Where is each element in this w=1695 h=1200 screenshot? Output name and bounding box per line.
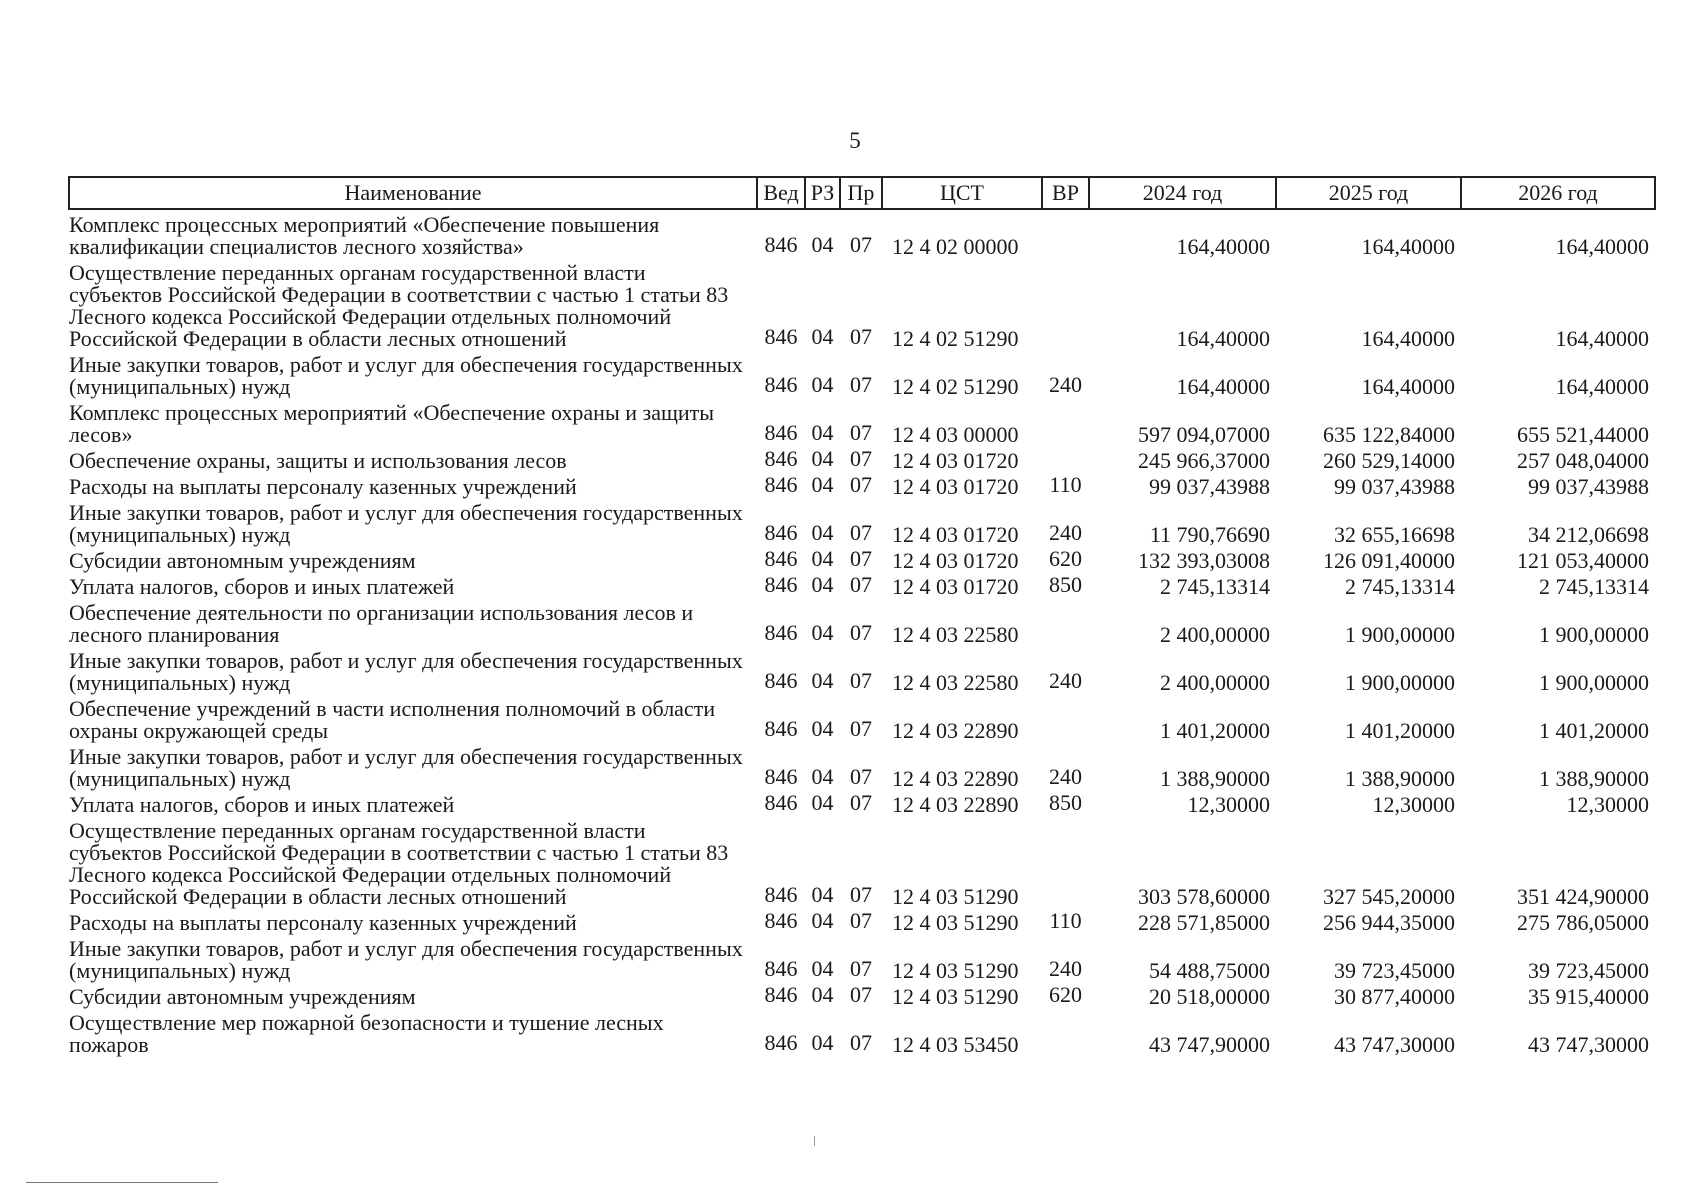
header-2025: 2025 год	[1276, 177, 1461, 209]
row-vr: 850	[1049, 572, 1082, 597]
row-amount-2025: 256 944,35000	[1323, 910, 1455, 935]
row-ved: 846	[764, 372, 798, 397]
row-name: Уплата налогов, сборов и иных платежей	[69, 792, 455, 817]
header-name: Наименование	[69, 177, 757, 209]
row-pr: 07	[850, 908, 872, 933]
row-name: Обеспечение деятельности по организации использования лесов и лесного планирования	[69, 600, 694, 647]
row-cst: 12 4 03 22890	[892, 718, 1019, 743]
row-cst: 12 4 03 01720	[892, 448, 1019, 473]
row-amount-2026: 34 212,06698	[1528, 522, 1649, 547]
row-amount-2024: 11 790,76690	[1149, 522, 1270, 547]
table-row	[69, 572, 1655, 598]
header-rz: РЗ	[805, 177, 840, 209]
row-cst: 12 4 03 00000	[892, 422, 1019, 447]
row-rz: 04	[811, 882, 834, 907]
row-ved: 846	[764, 324, 798, 349]
row-amount-2026: 35 915,40000	[1528, 984, 1649, 1009]
row-amount-2024: 132 393,03008	[1138, 548, 1270, 573]
row-rz: 04	[811, 908, 834, 933]
row-vr: 240	[1049, 520, 1082, 545]
table-row	[69, 546, 1655, 572]
row-amount-2025: 327 545,20000	[1323, 884, 1455, 909]
row-amount-2025: 1 388,90000	[1345, 766, 1455, 791]
row-amount-2026: 99 037,43988	[1528, 474, 1649, 499]
budget-table	[68, 176, 1656, 1056]
row-rz: 04	[811, 668, 834, 693]
row-amount-2026: 12,30000	[1566, 792, 1649, 817]
row-vr: 240	[1049, 372, 1082, 397]
row-cst: 12 4 03 51290	[892, 958, 1019, 983]
row-pr: 07	[850, 372, 872, 397]
table-row	[69, 446, 1655, 472]
row-amount-2026: 655 521,44000	[1517, 422, 1649, 447]
row-ved: 846	[764, 908, 798, 933]
row-cst: 12 4 03 01720	[892, 522, 1019, 547]
row-amount-2025: 164,40000	[1361, 374, 1455, 399]
row-name: Иные закупки товаров, работ и услуг для обеспечения государственных (муниципальных) нужд	[69, 352, 743, 399]
row-cst: 12 4 03 22580	[892, 670, 1019, 695]
row-rz: 04	[811, 764, 834, 789]
row-ved: 846	[764, 882, 798, 907]
table-header-row	[69, 177, 1655, 209]
row-ved: 846	[764, 446, 798, 471]
row-amount-2026: 121 053,40000	[1517, 548, 1649, 573]
row-amount-2026: 257 048,04000	[1517, 448, 1649, 473]
row-cst: 12 4 03 01720	[892, 474, 1019, 499]
row-rz: 04	[811, 1030, 834, 1055]
row-vr: 110	[1049, 472, 1082, 497]
row-name: Расходы на выплаты персоналу казенных учреждений	[69, 910, 577, 935]
row-name: Субсидии автономным учреждениям	[69, 548, 416, 573]
row-cst: 12 4 03 51290	[892, 984, 1019, 1009]
row-cst: 12 4 02 51290	[892, 374, 1019, 399]
row-amount-2024: 303 578,60000	[1138, 884, 1270, 909]
table-row	[69, 694, 1655, 742]
row-rz: 04	[811, 956, 834, 981]
row-rz: 04	[811, 620, 834, 645]
row-rz: 04	[811, 446, 834, 471]
row-ved: 846	[764, 472, 798, 497]
table-row	[69, 790, 1655, 816]
row-amount-2026: 164,40000	[1555, 374, 1649, 399]
row-name: Осуществление переданных органам государственной власти субъектов Российской Федерации в соответствии с частью 1 статьи 83 Лесного кодекса Российской Федерации отдельных полномочий Российской Федерации в области лесных отношений	[69, 818, 729, 909]
header-ved: Вед	[757, 177, 805, 209]
footer-rule	[26, 1182, 218, 1183]
row-name: Субсидии автономным учреждениям	[69, 984, 416, 1009]
header-2026: 2026 год	[1461, 177, 1655, 209]
row-amount-2025: 635 122,84000	[1323, 422, 1455, 447]
row-name: Обеспечение учреждений в части исполнения полномочий в области охраны окружающей среды	[69, 696, 716, 743]
header-pr: Пр	[840, 177, 882, 209]
row-pr: 07	[850, 546, 872, 571]
row-amount-2026: 1 388,90000	[1539, 766, 1649, 791]
row-name: Осуществление переданных органам государственной власти субъектов Российской Федерации в соответствии с частью 1 статьи 83 Лесного кодекса Российской Федерации отдельных полномочий Российской Федерации в области лесных отношений	[69, 260, 729, 351]
row-pr: 07	[850, 232, 872, 257]
row-pr: 07	[850, 716, 872, 741]
row-rz: 04	[811, 520, 834, 545]
row-amount-2025: 32 655,16698	[1334, 522, 1455, 547]
row-amount-2024: 597 094,07000	[1138, 422, 1270, 447]
row-amount-2024: 164,40000	[1176, 234, 1270, 259]
row-amount-2025: 1 900,00000	[1345, 670, 1455, 695]
row-ved: 846	[764, 1030, 798, 1055]
row-amount-2025: 2 745,13314	[1345, 574, 1455, 599]
row-amount-2025: 30 877,40000	[1334, 984, 1455, 1009]
row-amount-2025: 164,40000	[1361, 234, 1455, 259]
row-cst: 12 4 03 53450	[892, 1032, 1019, 1057]
row-ved: 846	[764, 982, 798, 1007]
row-pr: 07	[850, 472, 872, 497]
row-vr	[1042, 258, 1089, 350]
row-vr	[1042, 598, 1089, 646]
row-amount-2026: 1 900,00000	[1539, 670, 1649, 695]
row-vr: 240	[1049, 764, 1082, 789]
row-amount-2025: 126 091,40000	[1323, 548, 1455, 573]
row-amount-2024: 54 488,75000	[1149, 958, 1270, 983]
table-body	[69, 209, 1655, 1056]
row-ved: 846	[764, 572, 798, 597]
row-ved: 846	[764, 420, 798, 445]
row-vr: 110	[1049, 908, 1082, 933]
table-row	[69, 1008, 1655, 1056]
row-name: Иные закупки товаров, работ и услуг для обеспечения государственных (муниципальных) нужд	[69, 500, 743, 547]
row-amount-2024: 12,30000	[1187, 792, 1270, 817]
table-row	[69, 498, 1655, 546]
row-pr: 07	[850, 520, 872, 545]
row-amount-2026: 164,40000	[1555, 326, 1649, 351]
row-cst: 12 4 03 01720	[892, 548, 1019, 573]
row-rz: 04	[811, 324, 834, 349]
row-rz: 04	[811, 716, 834, 741]
table-row	[69, 982, 1655, 1008]
row-vr: 620	[1049, 982, 1082, 1007]
row-amount-2026: 43 747,30000	[1528, 1032, 1649, 1057]
row-rz: 04	[811, 232, 834, 257]
table-row	[69, 258, 1655, 350]
row-pr: 07	[850, 1030, 872, 1055]
row-amount-2024: 164,40000	[1176, 374, 1270, 399]
row-pr: 07	[850, 620, 872, 645]
row-amount-2025: 260 529,14000	[1323, 448, 1455, 473]
row-name: Уплата налогов, сборов и иных платежей	[69, 574, 455, 599]
row-amount-2025: 39 723,45000	[1334, 958, 1455, 983]
row-amount-2024: 1 388,90000	[1160, 766, 1270, 791]
row-cst: 12 4 03 22580	[892, 622, 1019, 647]
row-name: Обеспечение охраны, защиты и использования лесов	[69, 448, 567, 473]
row-rz: 04	[811, 790, 834, 815]
row-pr: 07	[850, 446, 872, 471]
row-pr: 07	[850, 882, 872, 907]
table-row	[69, 934, 1655, 982]
header-cst: ЦСТ	[882, 177, 1042, 209]
row-vr	[1042, 446, 1089, 472]
row-amount-2025: 1 401,20000	[1345, 718, 1455, 743]
row-ved: 846	[764, 520, 798, 545]
row-name: Комплекс процессных мероприятий «Обеспечение охраны и защиты лесов»	[69, 400, 715, 447]
row-vr	[1042, 694, 1089, 742]
table-row	[69, 598, 1655, 646]
row-rz: 04	[811, 420, 834, 445]
header-vr: ВР	[1042, 177, 1089, 209]
row-vr	[1042, 1008, 1089, 1056]
row-amount-2024: 2 745,13314	[1160, 574, 1270, 599]
row-rz: 04	[811, 372, 834, 397]
row-pr: 07	[850, 420, 872, 445]
table-row	[69, 816, 1655, 908]
row-vr	[1042, 398, 1089, 446]
row-ved: 846	[764, 956, 798, 981]
row-ved: 846	[764, 790, 798, 815]
row-amount-2024: 228 571,85000	[1138, 910, 1270, 935]
row-pr: 07	[850, 764, 872, 789]
row-vr: 850	[1049, 790, 1082, 815]
row-ved: 846	[764, 232, 798, 257]
row-vr: 240	[1049, 956, 1082, 981]
row-ved: 846	[764, 764, 798, 789]
row-name: Иные закупки товаров, работ и услуг для обеспечения государственных (муниципальных) нужд	[69, 648, 743, 695]
row-amount-2024: 2 400,00000	[1160, 622, 1270, 647]
row-vr	[1042, 816, 1089, 908]
page-number: 5	[849, 128, 861, 153]
table-row	[69, 398, 1655, 446]
row-rz: 04	[811, 472, 834, 497]
row-cst: 12 4 02 51290	[892, 326, 1019, 351]
row-amount-2025: 1 900,00000	[1345, 622, 1455, 647]
row-pr: 07	[850, 790, 872, 815]
row-pr: 07	[850, 982, 872, 1007]
table-row	[69, 350, 1655, 398]
row-amount-2026: 275 786,05000	[1517, 910, 1649, 935]
row-amount-2024: 99 037,43988	[1149, 474, 1270, 499]
row-amount-2026: 1 900,00000	[1539, 622, 1649, 647]
row-vr: 240	[1049, 668, 1082, 693]
row-ved: 846	[764, 716, 798, 741]
row-cst: 12 4 03 01720	[892, 574, 1019, 599]
row-amount-2024: 245 966,37000	[1138, 448, 1270, 473]
row-amount-2026: 39 723,45000	[1528, 958, 1649, 983]
row-pr: 07	[850, 572, 872, 597]
row-amount-2026: 2 745,13314	[1539, 574, 1649, 599]
row-amount-2024: 164,40000	[1176, 326, 1270, 351]
row-vr: 620	[1049, 546, 1082, 571]
row-cst: 12 4 02 00000	[892, 234, 1019, 259]
row-amount-2026: 1 401,20000	[1539, 718, 1649, 743]
row-amount-2025: 12,30000	[1372, 792, 1455, 817]
row-ved: 846	[764, 546, 798, 571]
row-name: Иные закупки товаров, работ и услуг для обеспечения государственных (муниципальных) нужд	[69, 744, 743, 791]
row-amount-2024: 20 518,00000	[1149, 984, 1270, 1009]
row-cst: 12 4 03 51290	[892, 910, 1019, 935]
row-cst: 12 4 03 22890	[892, 792, 1019, 817]
row-amount-2026: 351 424,90000	[1517, 884, 1649, 909]
header-2024: 2024 год	[1089, 177, 1276, 209]
table-row	[69, 742, 1655, 790]
row-name: Комплекс процессных мероприятий «Обеспечение повышения квалификации специалистов лесного хозяйства»	[69, 212, 660, 259]
row-pr: 07	[850, 324, 872, 349]
table-row	[69, 472, 1655, 498]
row-amount-2024: 43 747,90000	[1149, 1032, 1270, 1057]
table-row	[69, 209, 1655, 258]
scan-mark	[814, 1136, 815, 1146]
table-row	[69, 908, 1655, 934]
row-rz: 04	[811, 572, 834, 597]
row-rz: 04	[811, 982, 834, 1007]
row-rz: 04	[811, 546, 834, 571]
row-amount-2025: 43 747,30000	[1334, 1032, 1455, 1057]
row-vr	[1042, 209, 1089, 258]
row-name: Осуществление мер пожарной безопасности и тушение лесных пожаров	[69, 1010, 664, 1057]
row-pr: 07	[850, 956, 872, 981]
row-amount-2024: 2 400,00000	[1160, 670, 1270, 695]
row-name: Иные закупки товаров, работ и услуг для обеспечения государственных (муниципальных) нужд	[69, 936, 743, 983]
row-pr: 07	[850, 668, 872, 693]
row-amount-2026: 164,40000	[1555, 234, 1649, 259]
table-row	[69, 646, 1655, 694]
row-amount-2025: 164,40000	[1361, 326, 1455, 351]
row-name: Расходы на выплаты персоналу казенных учреждений	[69, 474, 577, 499]
row-amount-2025: 99 037,43988	[1334, 474, 1455, 499]
row-amount-2024: 1 401,20000	[1160, 718, 1270, 743]
row-ved: 846	[764, 620, 798, 645]
row-ved: 846	[764, 668, 798, 693]
row-cst: 12 4 03 22890	[892, 766, 1019, 791]
row-cst: 12 4 03 51290	[892, 884, 1019, 909]
